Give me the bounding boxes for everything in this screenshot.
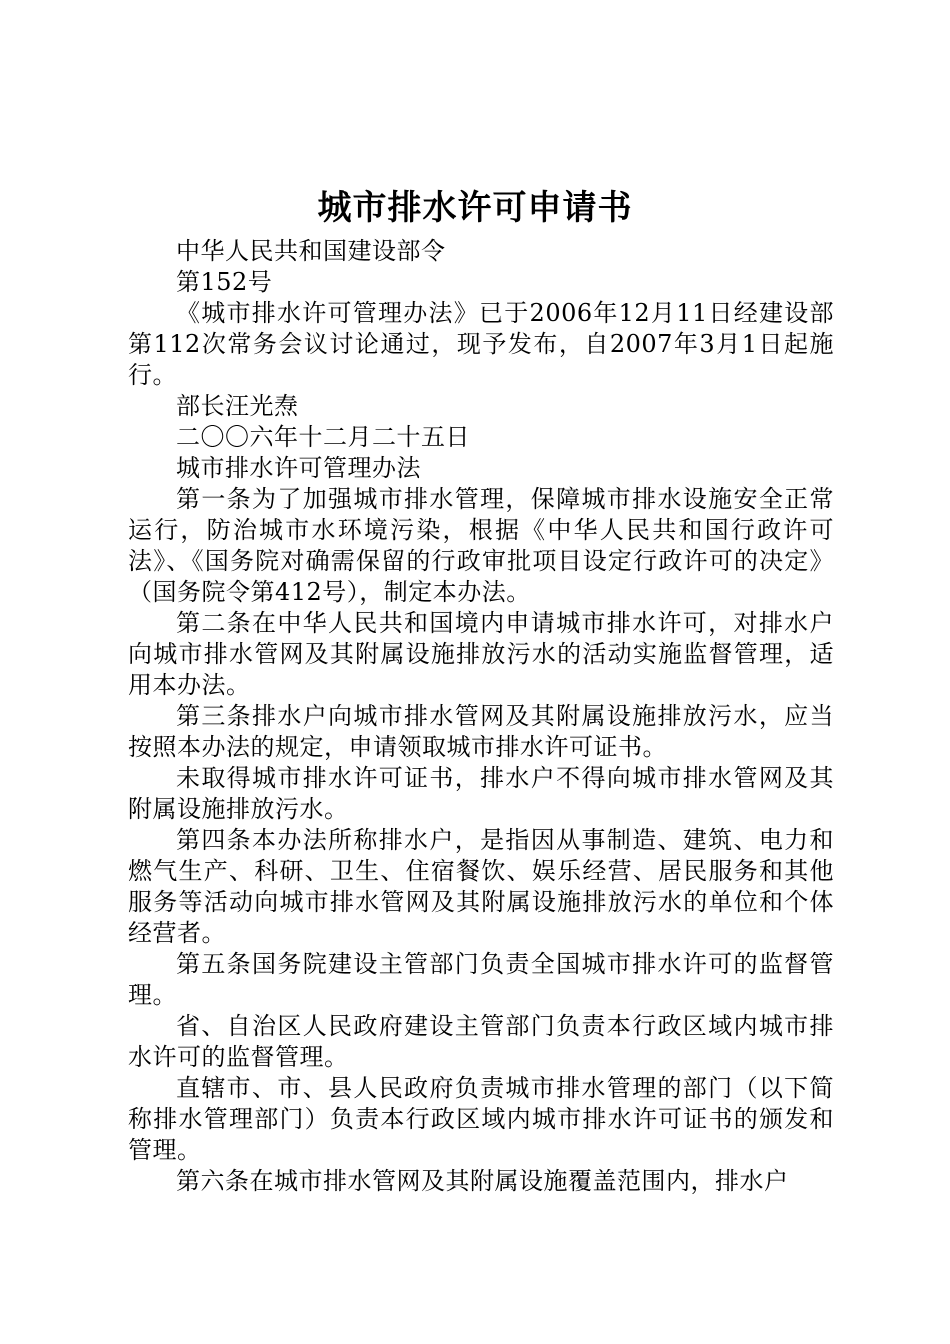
paragraph: 第六条在城市排水管网及其附属设施覆盖范围内，排水户	[176, 1167, 789, 1195]
paragraph: 第二条在中华人民共和国境内申请城市排水许可，对排水户向城市排水管网及其附属设施排放污水的活动实施监督管理，适用本办法。	[128, 609, 834, 699]
paragraph: 省、自治区人民政府建设主管部门负责本行政区域内城市排水许可的监督管理。	[128, 1012, 834, 1071]
paragraph: 第三条排水户向城市排水管网及其附属设施排放污水，应当按照本办法的规定，申请领取城市排水许可证书。	[128, 702, 834, 761]
paragraph: 第152号	[176, 268, 273, 296]
paragraph: 部长汪光焘	[176, 392, 299, 420]
paragraph: 二〇〇六年十二月二十五日	[176, 423, 470, 451]
paragraph: 城市排水许可管理办法	[176, 454, 421, 482]
paragraph: 直辖市、市、县人民政府负责城市排水管理的部门（以下简称排水管理部门）负责本行政区域内城市排水许可证书的颁发和管理。	[128, 1074, 834, 1164]
paragraph: 中华人民共和国建设部令	[176, 237, 446, 265]
document-body	[128, 236, 834, 1197]
paragraph: 第五条国务院建设主管部门负责全国城市排水许可的监督管理。	[128, 950, 834, 1009]
paragraph: 第四条本办法所称排水户，是指因从事制造、建筑、电力和燃气生产、科研、卫生、住宿餐饮、娱乐经营、居民服务和其他服务等活动向城市排水管网及其附属设施排放污水的单位和个体经营者。	[128, 826, 834, 947]
paragraph: 第一条为了加强城市排水管理，保障城市排水设施安全正常运行，防治城市水环境污染，根据《中华人民共和国行政许可法》、《国务院对确需保留的行政审批项目设定行政许可的决定》（国务院令第412号），制定本办法。	[128, 485, 834, 606]
paragraph: 未取得城市排水许可证书，排水户不得向城市排水管网及其附属设施排放污水。	[128, 764, 834, 823]
document-title: 城市排水许可申请书	[317, 188, 633, 228]
paragraph: 《城市排水许可管理办法》已于2006年12月11日经建设部第112次常务会议讨论通过，现予发布，自2007年3月1日起施行。	[128, 299, 834, 389]
